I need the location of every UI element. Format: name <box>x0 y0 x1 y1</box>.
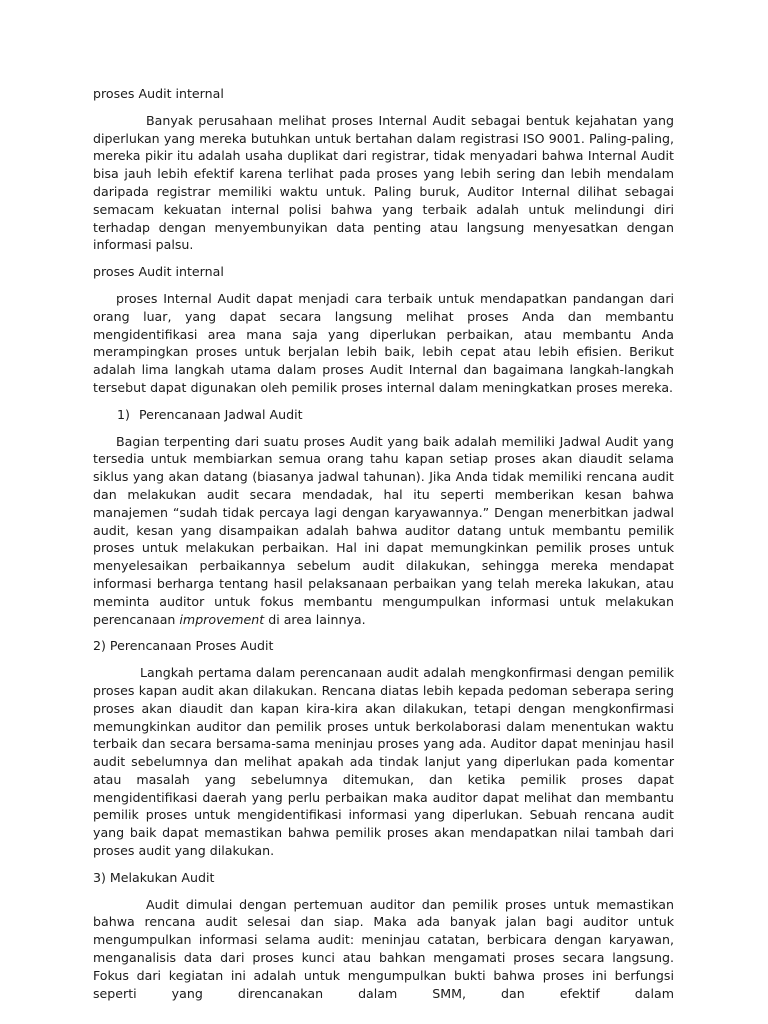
paragraph-jadwal-audit <box>93 433 674 629</box>
italic-word: improvement <box>179 611 265 627</box>
paragraph-text: Bagian terpenting dari suatu proses Audit yang baik adalah memiliki Jadwal Audit yang tersedia untuk membiarkan semua orang tahu kapan setiap proses akan diaudit selama siklus yang akan datang (biasanya jadwal tahunan). Jika Anda tidak memiliki rencana audit dan melakukan audit secara mendadak, hal itu seperti memberikan kesan bahwa manajemen “sudah tidak percaya lagi dengan karyawannya.” Dengan menerbitkan jadwal audit, kesan yang disampaikan adalah bahwa auditor datang untuk membantu pemilik proses untuk melakukan perbaikan. Hal ini dapat memungkinkan pemilik proses untuk menyelesaikan perbaikannya sebelum audit dilakukan, sehingga mereka mendapat informasi berharga tentang hasil pelaksanaan perbaikan yang telah mereka lakukan, atau meminta auditor untuk fokus membantu mengumpulkan informasi untuk melakukan perencanaan <box>93 433 674 627</box>
paragraph-text-end: di area lainnya. <box>264 611 366 627</box>
section-heading-2: 2) Perencanaan Proses Audit <box>93 638 274 654</box>
section-heading-1 <box>93 406 674 424</box>
paragraph-overview: proses Internal Audit dapat menjadi cara terbaik untuk mendapatkan pandangan dari orang luar, yang dapat secara langsung melihat proses Anda dan membantu mengidentifikasi area mana saja yang diperlukan perbaikan, atau membantu Anda merampingkan proses untuk berjalan lebih baik, lebih cepat atau lebih efisien. Berikut adalah lima langkah utama dalam proses Audit Internal dan bagaimana langkah-langkah tersebut dapat digunakan oleh pemilik proses internal dalam meningkatkan proses mereka. <box>93 290 674 395</box>
section-title: Perencanaan Jadwal Audit <box>139 406 303 422</box>
document-page <box>93 85 674 1011</box>
section-heading-3: 3) Melakukan Audit <box>93 869 215 885</box>
section-number: 1) <box>117 406 130 422</box>
paragraph-melakukan-audit: Audit dimulai dengan pertemuan auditor dan pemilik proses untuk memastikan bahwa rencana audit selesai dan siap. Maka ada banyak jalan bagi auditor untuk mengumpulkan informasi selama audit: meninjau catatan, berbicara dengan karyawan, menganalisis data dari proses kunci atau bahkan mengamati proses secara langsung. Fokus dari kegiatan ini adalah untuk mengumpulkan bukti bahwa proses ini berfungsi seperti yang direncanakan dalam SMM, dan efektif dalam <box>93 896 674 1001</box>
paragraph-intro: Banyak perusahaan melihat proses Internal Audit sebagai bentuk kejahatan yang diperlukan yang mereka butuhkan untuk bertahan dalam registrasi ISO 9001. Paling-paling, mereka pikir itu adalah usaha duplikat dari registrar, tidak menyadari bahwa Internal Audit bisa jauh lebih efektif karena terlihat pada proses yang lebih sering dan lebih mendalam daripada registrar memiliki waktu untuk. Paling buruk, Auditor Internal dilihat sebagai semacam kekuatan internal polisi bahwa yang terbaik adalah untuk melindungi diri terhadap dengan menyembunyikan data penting atau langsung menyesatkan dengan informasi palsu. <box>93 112 674 253</box>
heading-proses-audit-internal: proses Audit internal <box>93 86 224 101</box>
paragraph-perencanaan-proses: Langkah pertama dalam perencanaan audit adalah mengkonfirmasi dengan pemilik proses kapan audit akan dilakukan. Rencana diatas lebih kepada pedoman seberapa sering proses akan diaudit dan kapan kira-kira akan dilakukan, tetapi dengan mengkonfirmasi memungkinkan auditor dan pemilik proses untuk berkolaborasi dalam menentukan waktu terbaik dan secara bersama-sama meninjau proses yang ada. Auditor dapat meninjau hasil audit sebelumnya dan melihat apakah ada tindak lanjut yang diperlukan pada komentar atau masalah yang sebelumnya ditemukan, dan ketika pemilik proses dapat mengidentifikasi daerah yang perlu perbaikan maka auditor dapat melihat dan membantu pemilik proses untuk mengidentifikasi informasi yang diperlukan. Sebuah rencana audit yang baik dapat memastikan bahwa pemilik proses akan mendapatkan nilai tambah dari proses audit yang dilakukan. <box>93 665 674 859</box>
heading-proses-audit-internal-2: proses Audit internal <box>93 264 224 280</box>
